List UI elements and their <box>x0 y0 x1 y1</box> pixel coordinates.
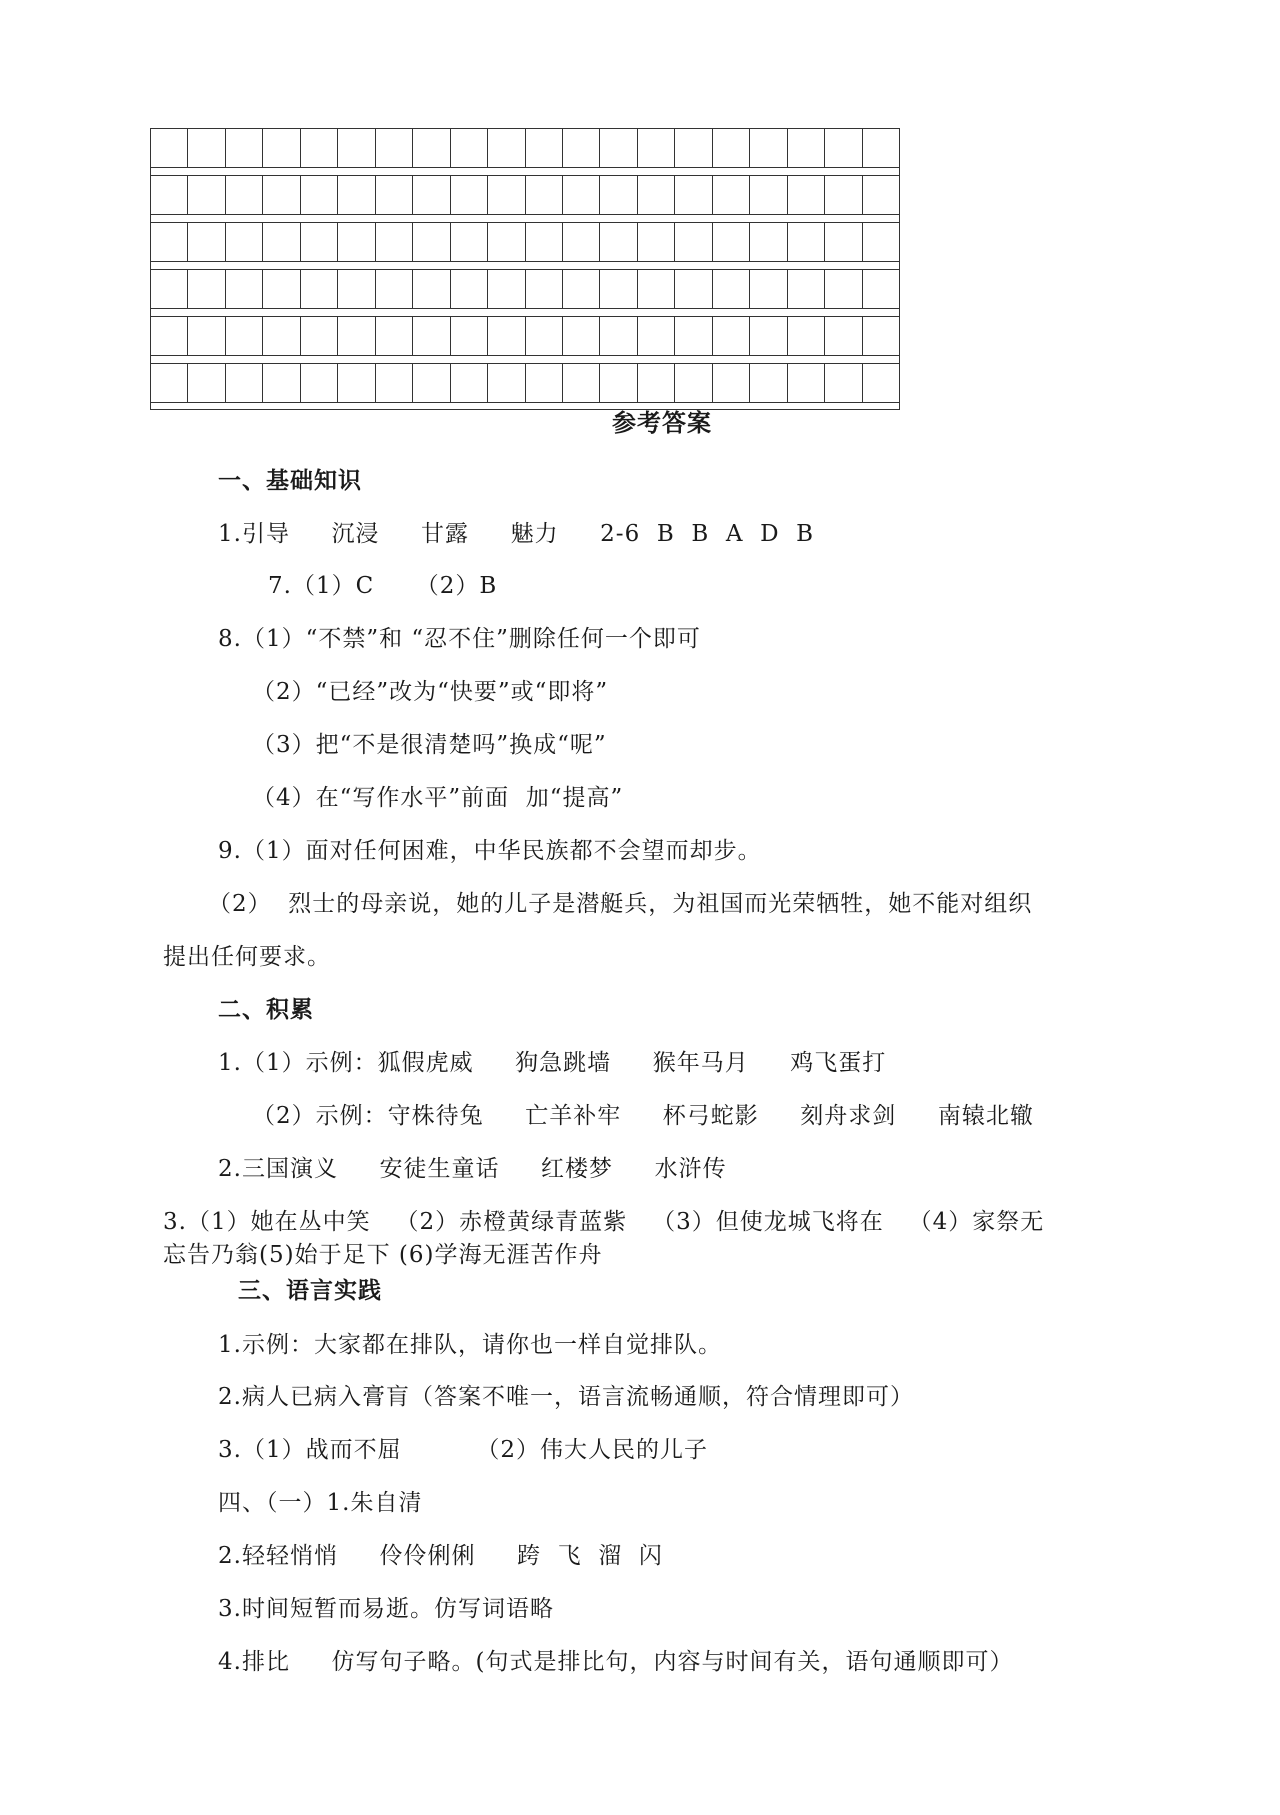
grid-cell <box>301 176 338 214</box>
grid-cell <box>188 223 225 261</box>
grid-cell <box>526 176 563 214</box>
grid-cell <box>750 129 787 167</box>
grid-cell <box>563 270 600 308</box>
grid-cell <box>488 364 525 402</box>
grid-cell <box>638 317 675 355</box>
grid-cell <box>600 270 637 308</box>
grid-cell <box>713 176 750 214</box>
grid-cell <box>713 270 750 308</box>
grid-cell <box>451 223 488 261</box>
grid-cell <box>675 364 712 402</box>
grid-cell <box>338 176 375 214</box>
grid-cell <box>301 364 338 402</box>
grid-cell <box>451 364 488 402</box>
grid-cell <box>863 270 899 308</box>
grid-cell <box>750 176 787 214</box>
grid-cell <box>788 270 825 308</box>
grid-cell <box>713 223 750 261</box>
grid-cell <box>413 129 450 167</box>
grid-cell <box>638 129 675 167</box>
grid-cell <box>825 317 862 355</box>
grid-cell <box>563 223 600 261</box>
grid-cell <box>301 223 338 261</box>
grid-cell <box>638 270 675 308</box>
grid-cell <box>338 364 375 402</box>
grid-cell <box>376 129 413 167</box>
grid-cell <box>338 270 375 308</box>
grid-spacer <box>150 403 900 410</box>
grid-cell <box>451 176 488 214</box>
grid-cell <box>563 176 600 214</box>
grid-cell <box>488 270 525 308</box>
grid-cell <box>151 129 188 167</box>
grid-cell <box>263 270 300 308</box>
grid-cell <box>713 364 750 402</box>
grid-cell <box>488 129 525 167</box>
grid-cell <box>413 176 450 214</box>
grid-cell <box>675 270 712 308</box>
grid-cell <box>863 223 899 261</box>
grid-cell <box>263 176 300 214</box>
grid-cell <box>526 270 563 308</box>
grid-spacer <box>150 168 900 175</box>
answer-line: （3）把“不是很清楚吗”换成“呢” <box>252 732 607 758</box>
grid-cell <box>151 317 188 355</box>
grid-spacer <box>150 309 900 316</box>
grid-cell <box>338 317 375 355</box>
grid-cell <box>600 176 637 214</box>
grid-cell <box>301 129 338 167</box>
grid-cell <box>151 270 188 308</box>
grid-cell <box>451 270 488 308</box>
grid-row <box>150 316 900 356</box>
grid-cell <box>526 223 563 261</box>
grid-row <box>150 222 900 262</box>
page-title: 参考答案 <box>612 409 712 437</box>
grid-cell <box>226 270 263 308</box>
answer-line: 1.（1）示例：狐假虎威 狗急跳墙 猴年马月 鸡飞蛋打 <box>218 1050 887 1076</box>
section-heading-1: 一、基础知识 <box>218 468 362 494</box>
grid-cell <box>563 129 600 167</box>
grid-cell <box>750 364 787 402</box>
answer-line: 1.引导 沉浸 甘露 魅力 2-6 B B A D B <box>218 521 815 547</box>
answer-line: 8.（1）“不禁”和 “忍不住”删除任何一个即可 <box>218 626 701 652</box>
answer-line: 9.（1）面对任何困难，中华民族都不会望而却步。 <box>218 838 762 864</box>
section-heading-4: 四、（一）1.朱自清 <box>218 1490 423 1516</box>
writing-grid <box>150 128 900 410</box>
grid-cell <box>413 364 450 402</box>
grid-cell <box>301 270 338 308</box>
answer-line: （4）在“写作水平”前面 加“提高” <box>252 785 624 811</box>
answer-line: （2）“已经”改为“快要”或“即将” <box>252 679 609 705</box>
grid-cell <box>638 176 675 214</box>
grid-cell <box>713 129 750 167</box>
grid-cell <box>788 364 825 402</box>
grid-cell <box>488 176 525 214</box>
grid-cell <box>226 176 263 214</box>
grid-cell <box>451 129 488 167</box>
grid-cell <box>488 317 525 355</box>
grid-cell <box>188 270 225 308</box>
grid-cell <box>788 317 825 355</box>
grid-cell <box>526 364 563 402</box>
grid-cell <box>263 223 300 261</box>
answer-line: 4.排比 仿写句子略。(句式是排比句，内容与时间有关，语句通顺即可） <box>218 1649 1014 1675</box>
answer-line: 提出任何要求。 <box>163 944 331 970</box>
grid-cell <box>151 223 188 261</box>
grid-cell <box>863 364 899 402</box>
grid-cell <box>301 317 338 355</box>
grid-cell <box>338 129 375 167</box>
answer-line: 2.轻轻悄悄 伶伶俐俐 跨 飞 溜 闪 <box>218 1543 663 1569</box>
grid-cell <box>226 317 263 355</box>
grid-cell <box>600 223 637 261</box>
grid-cell <box>451 317 488 355</box>
grid-cell <box>675 317 712 355</box>
grid-cell <box>188 364 225 402</box>
grid-row <box>150 128 900 168</box>
grid-cell <box>526 129 563 167</box>
grid-spacer <box>150 356 900 363</box>
grid-cell <box>675 176 712 214</box>
grid-cell <box>151 176 188 214</box>
grid-cell <box>376 317 413 355</box>
grid-cell <box>188 176 225 214</box>
answer-line: （2） 烈士的母亲说，她的儿子是潜艇兵，为祖国而光荣牺牲，她不能对组织 <box>208 891 1033 917</box>
grid-cell <box>563 364 600 402</box>
grid-cell <box>675 129 712 167</box>
grid-cell <box>788 223 825 261</box>
answer-line: 3.（1）战而不屈 （2）伟大人民的儿子 <box>218 1437 709 1463</box>
grid-cell <box>788 176 825 214</box>
grid-cell <box>376 223 413 261</box>
grid-cell <box>488 223 525 261</box>
grid-cell <box>188 129 225 167</box>
answer-line: 忘告乃翁(5)始于足下 (6)学海无涯苦作舟 <box>163 1242 603 1268</box>
grid-cell <box>413 317 450 355</box>
grid-cell <box>713 317 750 355</box>
grid-spacer <box>150 215 900 222</box>
grid-cell <box>226 223 263 261</box>
grid-spacer <box>150 262 900 269</box>
grid-cell <box>376 270 413 308</box>
grid-cell <box>413 270 450 308</box>
answer-line: 3.（1）她在丛中笑 （2）赤橙黄绿青蓝紫 （3）但使龙城飞将在 （4）家祭无 <box>163 1209 1045 1235</box>
grid-cell <box>526 317 563 355</box>
grid-cell <box>863 176 899 214</box>
grid-cell <box>825 270 862 308</box>
answer-line: 2.三国演义 安徒生童话 红楼梦 水浒传 <box>218 1156 727 1182</box>
grid-cell <box>750 317 787 355</box>
grid-cell <box>151 364 188 402</box>
grid-cell <box>600 364 637 402</box>
grid-cell <box>600 317 637 355</box>
grid-cell <box>788 129 825 167</box>
grid-cell <box>226 129 263 167</box>
grid-cell <box>413 223 450 261</box>
answer-line: 1.示例：大家都在排队，请你也一样自觉排队。 <box>218 1332 722 1358</box>
grid-cell <box>263 129 300 167</box>
grid-cell <box>750 270 787 308</box>
grid-row <box>150 269 900 309</box>
grid-row <box>150 363 900 403</box>
answer-line: 3.时间短暂而易逝。仿写词语略 <box>218 1596 554 1622</box>
grid-cell <box>675 223 712 261</box>
grid-cell <box>825 129 862 167</box>
grid-cell <box>863 129 899 167</box>
grid-cell <box>226 364 263 402</box>
grid-cell <box>600 129 637 167</box>
grid-cell <box>825 176 862 214</box>
grid-cell <box>376 176 413 214</box>
answer-line: （2）示例：守株待兔 亡羊补牢 杯弓蛇影 刻舟求剑 南辕北辙 <box>252 1103 1034 1129</box>
grid-cell <box>376 364 413 402</box>
grid-cell <box>863 317 899 355</box>
grid-cell <box>825 364 862 402</box>
answer-line: 2.病人已病入膏肓（答案不唯一，语言流畅通顺，符合情理即可） <box>218 1384 914 1410</box>
grid-cell <box>750 223 787 261</box>
grid-cell <box>825 223 862 261</box>
section-heading-2: 二、积累 <box>218 997 314 1023</box>
grid-cell <box>638 223 675 261</box>
grid-row <box>150 175 900 215</box>
grid-cell <box>338 223 375 261</box>
grid-cell <box>563 317 600 355</box>
grid-cell <box>188 317 225 355</box>
grid-cell <box>263 364 300 402</box>
grid-cell <box>638 364 675 402</box>
answer-line: 7.（1）C （2）B <box>268 573 498 599</box>
section-heading-3: 三、语言实践 <box>238 1278 382 1304</box>
grid-cell <box>263 317 300 355</box>
